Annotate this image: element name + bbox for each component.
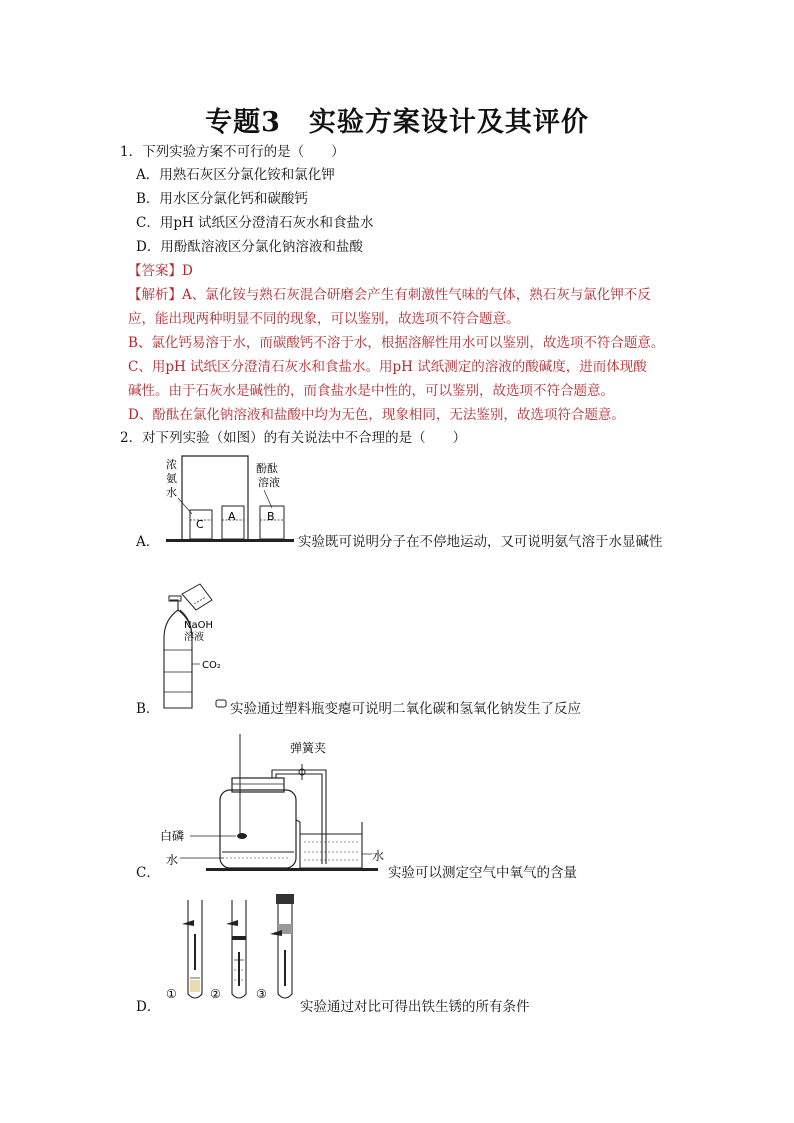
phenolphthalein-label-2: 溶液: [258, 476, 280, 489]
q2-option-b-text: 实验通过塑料瓶变瘪可说明二氧化碳和氢氧化钠发生了反应: [230, 701, 581, 717]
q2-option-c-text: 实验可以测定空气中氧气的含量: [388, 865, 577, 881]
page-title: 专题3 实验方案设计及其评价: [205, 107, 589, 138]
q2-option-d-letter: D．: [136, 999, 161, 1015]
q1-analysis-line-6: D、酚酞在氯化钠溶液和盐酸中均为无色，现象相同，无法鉴别，故选项符合题意。: [128, 407, 625, 423]
white-phosphorus-label: 白磷: [160, 829, 185, 843]
q2-option-d-text: 实验通过对比可得出铁生锈的所有条件: [300, 999, 530, 1015]
beaker-c-label: C: [196, 518, 204, 531]
naoh-label-2: 溶液: [184, 632, 204, 643]
analysis-text: A、氯化铵与熟石灰混合研磨会产生有刺激性气味的气体，熟石灰与氯化钾不反: [182, 287, 651, 303]
beaker-b-label: B: [267, 510, 275, 523]
q1-analysis-line-4: C、用pH 试纸区分澄清石灰水和食盐水。用pH 试纸测定的溶液的酸碱度，进而体现酸: [128, 359, 647, 375]
q1-analysis-line-2: 应，能出现两种明显不同的现象，可以鉴别，故选项不符合题意。: [128, 311, 520, 327]
answer-tag: 【答案】: [128, 263, 182, 279]
q1-stem: 1．下列实验方案不可行的是（ ）: [120, 144, 345, 160]
q1-analysis-line-1: [128, 286, 651, 304]
analysis-tag: 【解析】: [128, 287, 182, 303]
oxygen-content-figure: [160, 730, 390, 880]
q2-option-b-letter: B．: [136, 701, 160, 717]
q1-answer: [128, 262, 193, 280]
water-left-label: 水: [166, 853, 179, 867]
q1-option-d: D．用酚酞溶液区分氯化钠溶液和盐酸: [136, 239, 363, 255]
tube-1-label: ①: [166, 987, 177, 1001]
tube-2-label: ②: [210, 987, 221, 1001]
water-right-label: 水: [372, 849, 385, 863]
ammonia-label-2: 氨: [166, 472, 177, 485]
co2-label: CO₂: [202, 660, 221, 671]
q1-option-a: A．用熟石灰区分氯化铵和氯化钾: [136, 167, 335, 183]
ammonia-label-1: 浓: [166, 458, 177, 471]
ammonia-label-3: 水: [166, 486, 177, 499]
ammonia-diffusion-figure: [160, 450, 300, 550]
tube-3-label: ③: [256, 987, 267, 1001]
naoh-label-1: NaOH: [184, 620, 213, 631]
q2-option-a-letter: A．: [136, 534, 160, 550]
q1-option-b: B．用水区分氯化钙和碳酸钙: [136, 191, 308, 207]
phenolphthalein-label-1: 酚酞: [256, 462, 278, 475]
answer-value: D: [182, 263, 193, 279]
q2-option-c-letter: C．: [136, 865, 160, 881]
bottle-co2-figure: [156, 580, 236, 715]
clamp-label: 弹簧夹: [290, 741, 327, 755]
q1-analysis-line-5: 碱性。由于石灰水是碱性的，而食盐水是中性的，可以鉴别，故选项不符合题意。: [128, 383, 614, 399]
q2-option-a-text: 实验既可说明分子在不停地运动，又可说明氨气溶于水显碱性: [298, 534, 663, 550]
q1-analysis-line-3: B、氯化钙易溶于水，而碳酸钙不溶于水，根据溶解性用水可以鉴别，故选项不符合题意。: [128, 335, 665, 351]
q2-stem: 2．对下列实验（如图）的有关说法中不合理的是（ ）: [120, 430, 467, 446]
q1-option-c: C．用pH 试纸区分澄清石灰水和食盐水: [136, 215, 374, 231]
beaker-a-label: A: [228, 510, 236, 523]
iron-rust-figure: [160, 890, 300, 1008]
